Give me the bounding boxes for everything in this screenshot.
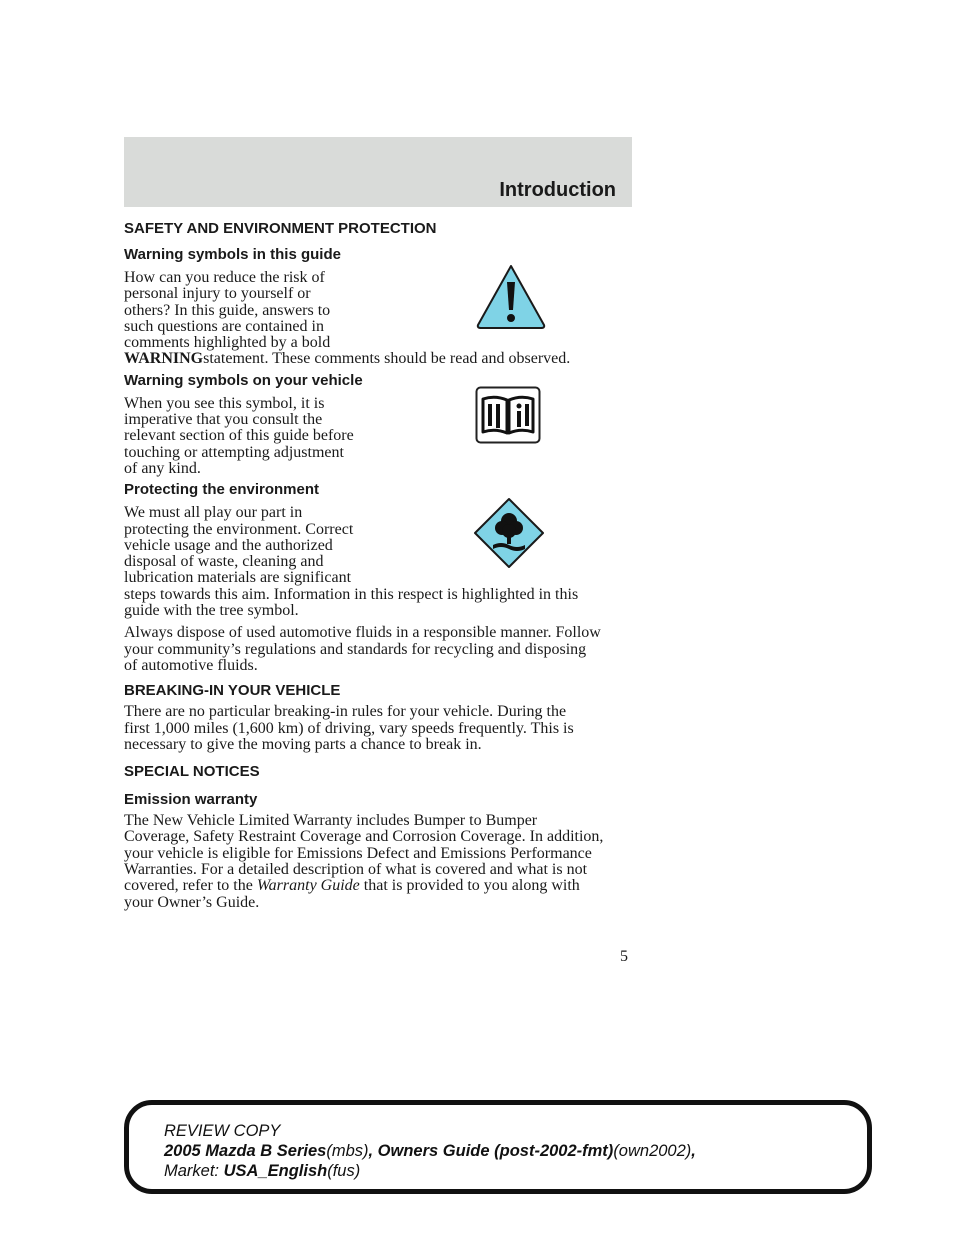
warning-statement [124, 351, 636, 367]
footer-line-3 [164, 1161, 696, 1181]
environment-tree-icon [473, 497, 545, 569]
environment-line: protecting the environment. Correct [124, 520, 354, 538]
special-notices-heading: SPECIAL NOTICES [124, 763, 260, 781]
footer-guide-code: (own2002) [613, 1142, 692, 1160]
environment-wide-line: steps towards this aim. Information in this respect is highlighted in this [124, 585, 579, 603]
guide-symbols-block [124, 270, 636, 368]
warranty-line [124, 878, 636, 894]
warranty-line: The New Vehicle Limited Warranty includes Bumper to Bumper [124, 812, 538, 830]
vehicle-line: touching or attempting adjustment [124, 443, 344, 461]
environment-line: lubrication materials are significant [124, 569, 352, 587]
footer-model: 2005 Mazda B Series [164, 1142, 327, 1160]
footer-line-1: REVIEW COPY [164, 1122, 281, 1140]
guide-line: How can you reduce the risk of [124, 269, 325, 286]
warning-word: WARNING [124, 350, 204, 368]
fluids-line: of automotive fluids. [124, 656, 258, 674]
header-band [124, 137, 632, 207]
warranty-line: Warranties. For a detailed description of what is covered and what is not [124, 861, 588, 879]
fluids-line: your community’s regulations and standards for recycling and disposing [124, 640, 587, 658]
footer-market-code: (fus) [327, 1162, 361, 1180]
warranty-line: your Owner’s Guide. [124, 893, 260, 911]
emission-warranty-heading: Emission warranty [124, 791, 258, 809]
warranty-line: Coverage, Safety Restraint Coverage and Corrosion Coverage. In addition, [124, 828, 604, 846]
guide-line: such questions are contained in [124, 317, 324, 335]
page-content [124, 220, 636, 911]
warranty-line5-end: that is provided to you along with [359, 877, 580, 895]
environment-line: vehicle usage and the authorized [124, 536, 333, 554]
breaking-in-line: first 1,000 miles (1,600 km) of driving, vary speeds frequently. This is [124, 719, 574, 737]
footer-comma: , [691, 1142, 696, 1160]
vehicle-line: relevant section of this guide before [124, 427, 354, 445]
vehicle-line: imperative that you consult the [124, 411, 323, 429]
review-copy-footer [124, 1100, 872, 1194]
vehicle-symbols-block [124, 396, 636, 477]
vehicle-line: of any kind. [124, 459, 201, 477]
footer-text [164, 1121, 696, 1181]
footer-market: USA_English [223, 1162, 328, 1180]
guide-line: comments highlighted by a bold [124, 334, 331, 352]
environment-heading: Protecting the environment [124, 481, 320, 499]
warranty-line5-start: covered, refer to the [124, 877, 257, 895]
owner-manual-icon [475, 386, 541, 444]
vehicle-line: When you see this symbol, it is [124, 394, 325, 412]
vehicle-symbols-heading: Warning symbols on your vehicle [124, 371, 363, 389]
section-title: Introduction [499, 179, 616, 201]
guide-symbols-heading: Warning symbols in this guide [124, 246, 341, 263]
environment-block [124, 505, 636, 619]
guide-line: personal injury to yourself or [124, 285, 311, 303]
fluids-line: Always dispose of used automotive fluids in a responsible manner. Follow [124, 624, 601, 642]
footer-guide-name: , Owners Guide (post-2002-fmt) [368, 1142, 614, 1160]
warranty-line: your vehicle is eligible for Emissions Defect and Emissions Performance [124, 844, 592, 862]
environment-line: We must all play our part in [124, 504, 303, 522]
warning-rest: statement. These comments should be read and observed. [203, 350, 571, 368]
footer-model-code: (mbs) [326, 1142, 369, 1160]
breaking-in-line: necessary to give the moving parts a chance to break in. [124, 735, 482, 753]
footer-market-label: Market: [164, 1162, 224, 1180]
warranty-guide-title: Warranty Guide [256, 877, 360, 895]
warning-triangle-icon [474, 262, 548, 330]
breaking-in-heading: BREAKING-IN YOUR VEHICLE [124, 682, 341, 700]
breaking-in-line: There are no particular breaking-in rules for your vehicle. During the [124, 703, 567, 721]
safety-heading: SAFETY AND ENVIRONMENT PROTECTION [124, 220, 437, 237]
footer-line-2 [164, 1141, 696, 1161]
environment-wide-line: guide with the tree symbol. [124, 602, 299, 620]
page-number: 5 [620, 948, 628, 965]
guide-line: others? In this guide, answers to [124, 301, 331, 319]
environment-line: disposal of waste, cleaning and [124, 553, 324, 571]
